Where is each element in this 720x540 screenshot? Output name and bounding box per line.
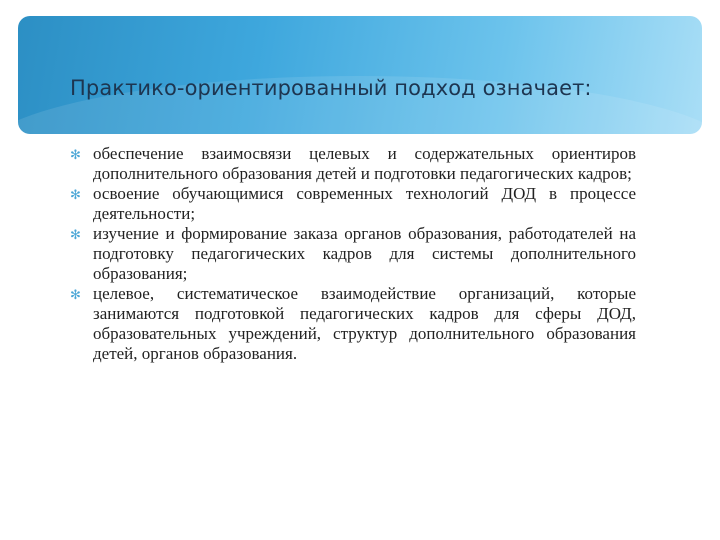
bullet-text: обеспечение взаимосвязи целевых и содержательных ориентиров дополнительного образования детей и подготовки педагогических кадров; bbox=[93, 144, 636, 183]
bullet-list bbox=[70, 144, 636, 364]
bullet-item bbox=[70, 144, 636, 184]
bullet-item bbox=[70, 184, 636, 224]
asterisk-icon: ✻ bbox=[70, 287, 81, 302]
asterisk-icon: ✻ bbox=[70, 147, 81, 162]
asterisk-icon: ✻ bbox=[70, 187, 81, 202]
bullet-text: целевое, систематическое взаимодействие организаций, которые занимаются подготовкой педагогических кадров для сферы ДОД, образовательных учреждений, структур дополнительного образования детей, органов образования. bbox=[93, 284, 636, 363]
bullet-item bbox=[70, 284, 636, 364]
slide-title: Практико-ориентированный подход означает: bbox=[70, 76, 592, 100]
title-banner bbox=[18, 16, 702, 134]
bullet-item bbox=[70, 224, 636, 284]
bullet-text: освоение обучающимися современных технологий ДОД в процессе деятельности; bbox=[93, 184, 636, 223]
bullet-text: изучение и формирование заказа органов образования, работодателей на подготовку педагогических кадров для системы дополнительного образования; bbox=[93, 224, 636, 283]
asterisk-icon: ✻ bbox=[70, 227, 81, 242]
